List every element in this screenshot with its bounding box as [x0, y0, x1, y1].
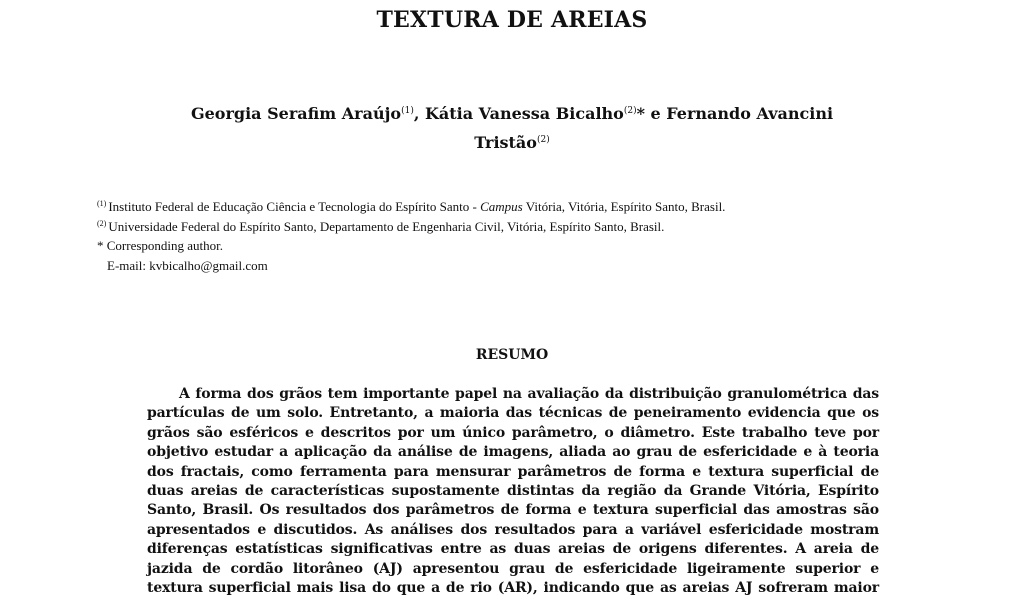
abstract-line: partículas de um solo. Entretanto, a maioria das técnicas de peneiramento evidencia que os: [147, 405, 879, 422]
paper-title: TEXTURA DE AREIAS: [376, 7, 648, 33]
abstract-line: duas areias de características supostamente distintas da região da Grande Vitória, Espírito: [147, 483, 879, 500]
abstract-body: [147, 385, 879, 598]
abstract-line: objetivo estudar a aplicação da análise de imagens, aliada ao grau de esfericidade e à teoria: [147, 444, 879, 461]
abstract-line: textura superficial mais lisa do que a de rio (AR), indicando que as areias AJ sofreram maior: [147, 580, 879, 597]
abstract-line: jazida de cordão litorâneo (AJ) apresentou grau de esfericidade ligeiramente superior e: [147, 560, 879, 577]
abstract-line: dos fractais, como ferramenta para mensurar parâmetros de forma e textura superficial de: [147, 463, 879, 480]
abstract-line: grãos são esféricos e descritos por um único parâmetro, o diâmetro. Este trabalho teve por: [147, 424, 879, 441]
corresponding-author-note: * Corresponding author.: [97, 238, 224, 253]
author-list: Georgia Serafim Araújo$^{(1)}$, Kátia Vanessa Bicalho$^{(2)}$* e Fernando Avancini Tristão$^{(2)}$: [190, 104, 834, 152]
abstract-line: diferenças estatísticas significativas entre as duas areias de origens diferentes. A areia de: [147, 541, 879, 558]
author-affiliation-marker: (1): [401, 106, 414, 116]
abstract-line: Santo, Brasil. Os resultados dos parâmetros de forma e textura superficial das amostras são: [147, 502, 879, 519]
affiliation-2: $^{(2)}$ Universidade Federal do Espírito Santo, Departamento de Engenharia Civil, Vitória, Espírito Santo, Brasil.: [97, 218, 665, 234]
abstract-line: apresentados e discutidos. As análises dos resultados para a variável esfericidade mostram: [147, 521, 879, 538]
author-affiliation-marker: (2): [623, 106, 637, 116]
affiliations: [97, 197, 957, 275]
author-name: Fernando Avancini: [666, 104, 834, 123]
author-name: Kátia Vanessa Bicalho: [424, 104, 624, 123]
author-name: Georgia Serafim Araújo: [190, 104, 402, 123]
affiliation-1: $^{(1)}$ Instituto Federal de Educação Ciência e Tecnologia do Espírito Santo - Campus Vitória, Vitória, Espírito Santo, Brasil.: [97, 199, 726, 214]
abstract-line: A forma dos grãos tem importante papel na avaliação da distribuição granulométrica das: [179, 386, 879, 402]
abstract-heading: RESUMO: [475, 347, 549, 363]
corresponding-author-mark: *: [636, 104, 645, 123]
corresponding-email: E-mail: kvbicalho@gmail.com: [107, 257, 268, 273]
author-affiliation-marker: (2): [536, 135, 550, 145]
author-name: Tristão: [474, 133, 537, 152]
